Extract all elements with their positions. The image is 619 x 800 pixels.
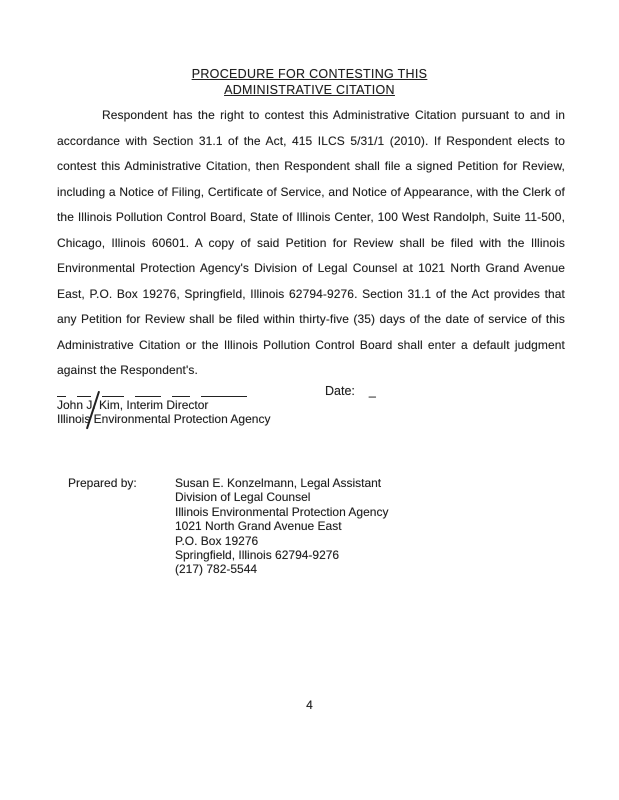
prepared-by-label: Prepared by: <box>68 476 137 490</box>
page-number: 4 <box>306 698 313 712</box>
heading-line-2: ADMINISTRATIVE CITATION <box>224 83 395 97</box>
body-paragraph: Respondent has the right to contest this Administrative Citation pursuant to and in accordance with Section 31.1 of the Act, 415 ILCS 5/31/1 (2010). If Respondent elects to contest this Administrative Citation, then Respondent shall file a signed Petition for Review, including a Notice of Filing, Certificate of Service, and Notice of Appearance, with the Clerk of the Illinois Pollution Control Board, State of Illinois Center, 100 West Randolph, Suite 11-500, Chicago, Illinois 60601. A copy of said Petition for Review shall be filed with the Illinois Environmental Protection Agency's Division of Legal Counsel at 1021 North Grand Avenue East, P.O. Box 19276, Springfield, Illinois 62794-9276. Section 31.1 of the Act provides that any Petition for Review shall be filed within thirty-five (35) days of the date of service of this Administrative Citation or the Illinois Pollution Control Board shall enter a default judgment against the Respondent's. <box>57 108 565 377</box>
date-value-underscore: _ <box>368 384 377 398</box>
signature-block <box>57 380 357 426</box>
prepared-by-line: Illinois Environmental Protection Agency <box>175 504 389 519</box>
prepared-by-line: Springfield, Illinois 62794-9276 <box>175 548 340 563</box>
signatory-name-title: John J. Kim, Interim Director <box>57 398 209 412</box>
heading-line-1: PROCEDURE FOR CONTESTING THIS <box>191 67 428 81</box>
date-label: Date: <box>325 384 355 398</box>
signature-line <box>57 380 357 397</box>
prepared-by-line: (217) 782-5544 <box>175 562 258 577</box>
prepared-by-line: P.O. Box 19276 <box>175 533 259 548</box>
prepared-by-lines <box>175 476 388 577</box>
prepared-by-line: Division of Legal Counsel <box>175 490 311 505</box>
date-row <box>325 384 377 398</box>
prepared-by-line: 1021 North Grand Avenue East <box>175 519 342 534</box>
signatory-agency: Illinois Environmental Protection Agency <box>57 411 271 426</box>
document-heading <box>0 66 619 98</box>
prepared-by-line: Susan E. Konzelmann, Legal Assistant <box>175 476 382 490</box>
prepared-by-block <box>68 476 388 577</box>
